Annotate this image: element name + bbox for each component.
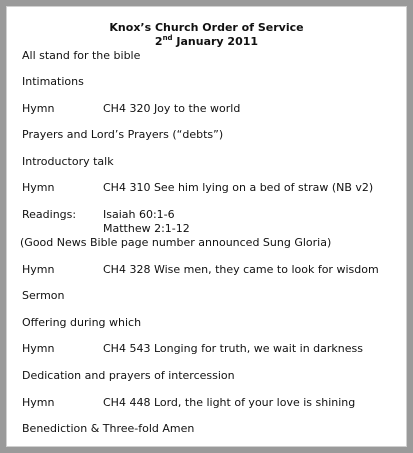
service-item-gloria-note: (Good News Bible page number announced Sung Gloria) (20, 236, 332, 249)
document-title: Knox’s Church Order of Service (109, 21, 304, 34)
service-item-dedication: Dedication and prayers of intercession (22, 369, 235, 382)
service-item-hymn-value: CH4 320 Joy to the world (103, 102, 241, 115)
service-item-introductory-talk: Introductory talk (22, 155, 114, 168)
service-item-hymn-value: CH4 310 See him lying on a bed of straw (NB v2) (103, 181, 374, 194)
service-item-intimations: Intimations (22, 75, 84, 88)
service-item-hymn-value: CH4 448 Lord, the light of your love is shining (103, 396, 356, 409)
service-item-prayers: Prayers and Lord’s Prayers (“debts”) (22, 128, 224, 141)
service-item-offering: Offering during which (22, 316, 142, 329)
service-item-hymn-label: Hymn (22, 396, 55, 409)
service-item-hymn-label: Hymn (22, 342, 55, 355)
service-item-sermon: Sermon (22, 289, 65, 302)
reading-matthew: Matthew 2:1-12 (103, 222, 190, 235)
service-item-hymn-label: Hymn (22, 102, 55, 115)
document-date (0, 35, 413, 48)
service-item-readings-label: Readings: (22, 208, 77, 221)
date-day: 2 (154, 35, 163, 48)
reading-isaiah: Isaiah 60:1-6 (103, 208, 175, 221)
service-item-benediction: Benediction & Three-fold Amen (22, 422, 195, 435)
service-item-hymn-value: CH4 328 Wise men, they came to look for wisdom (103, 263, 379, 276)
service-item-hymn-label: Hymn (22, 263, 55, 276)
service-item-hymn-label: Hymn (22, 181, 55, 194)
date-rest: January 2011 (172, 35, 259, 48)
service-item-hymn-value: CH4 543 Longing for truth, we wait in darkness (103, 342, 363, 355)
service-item-all-stand: All stand for the bible (22, 49, 141, 62)
date-suffix: nd (162, 34, 173, 42)
